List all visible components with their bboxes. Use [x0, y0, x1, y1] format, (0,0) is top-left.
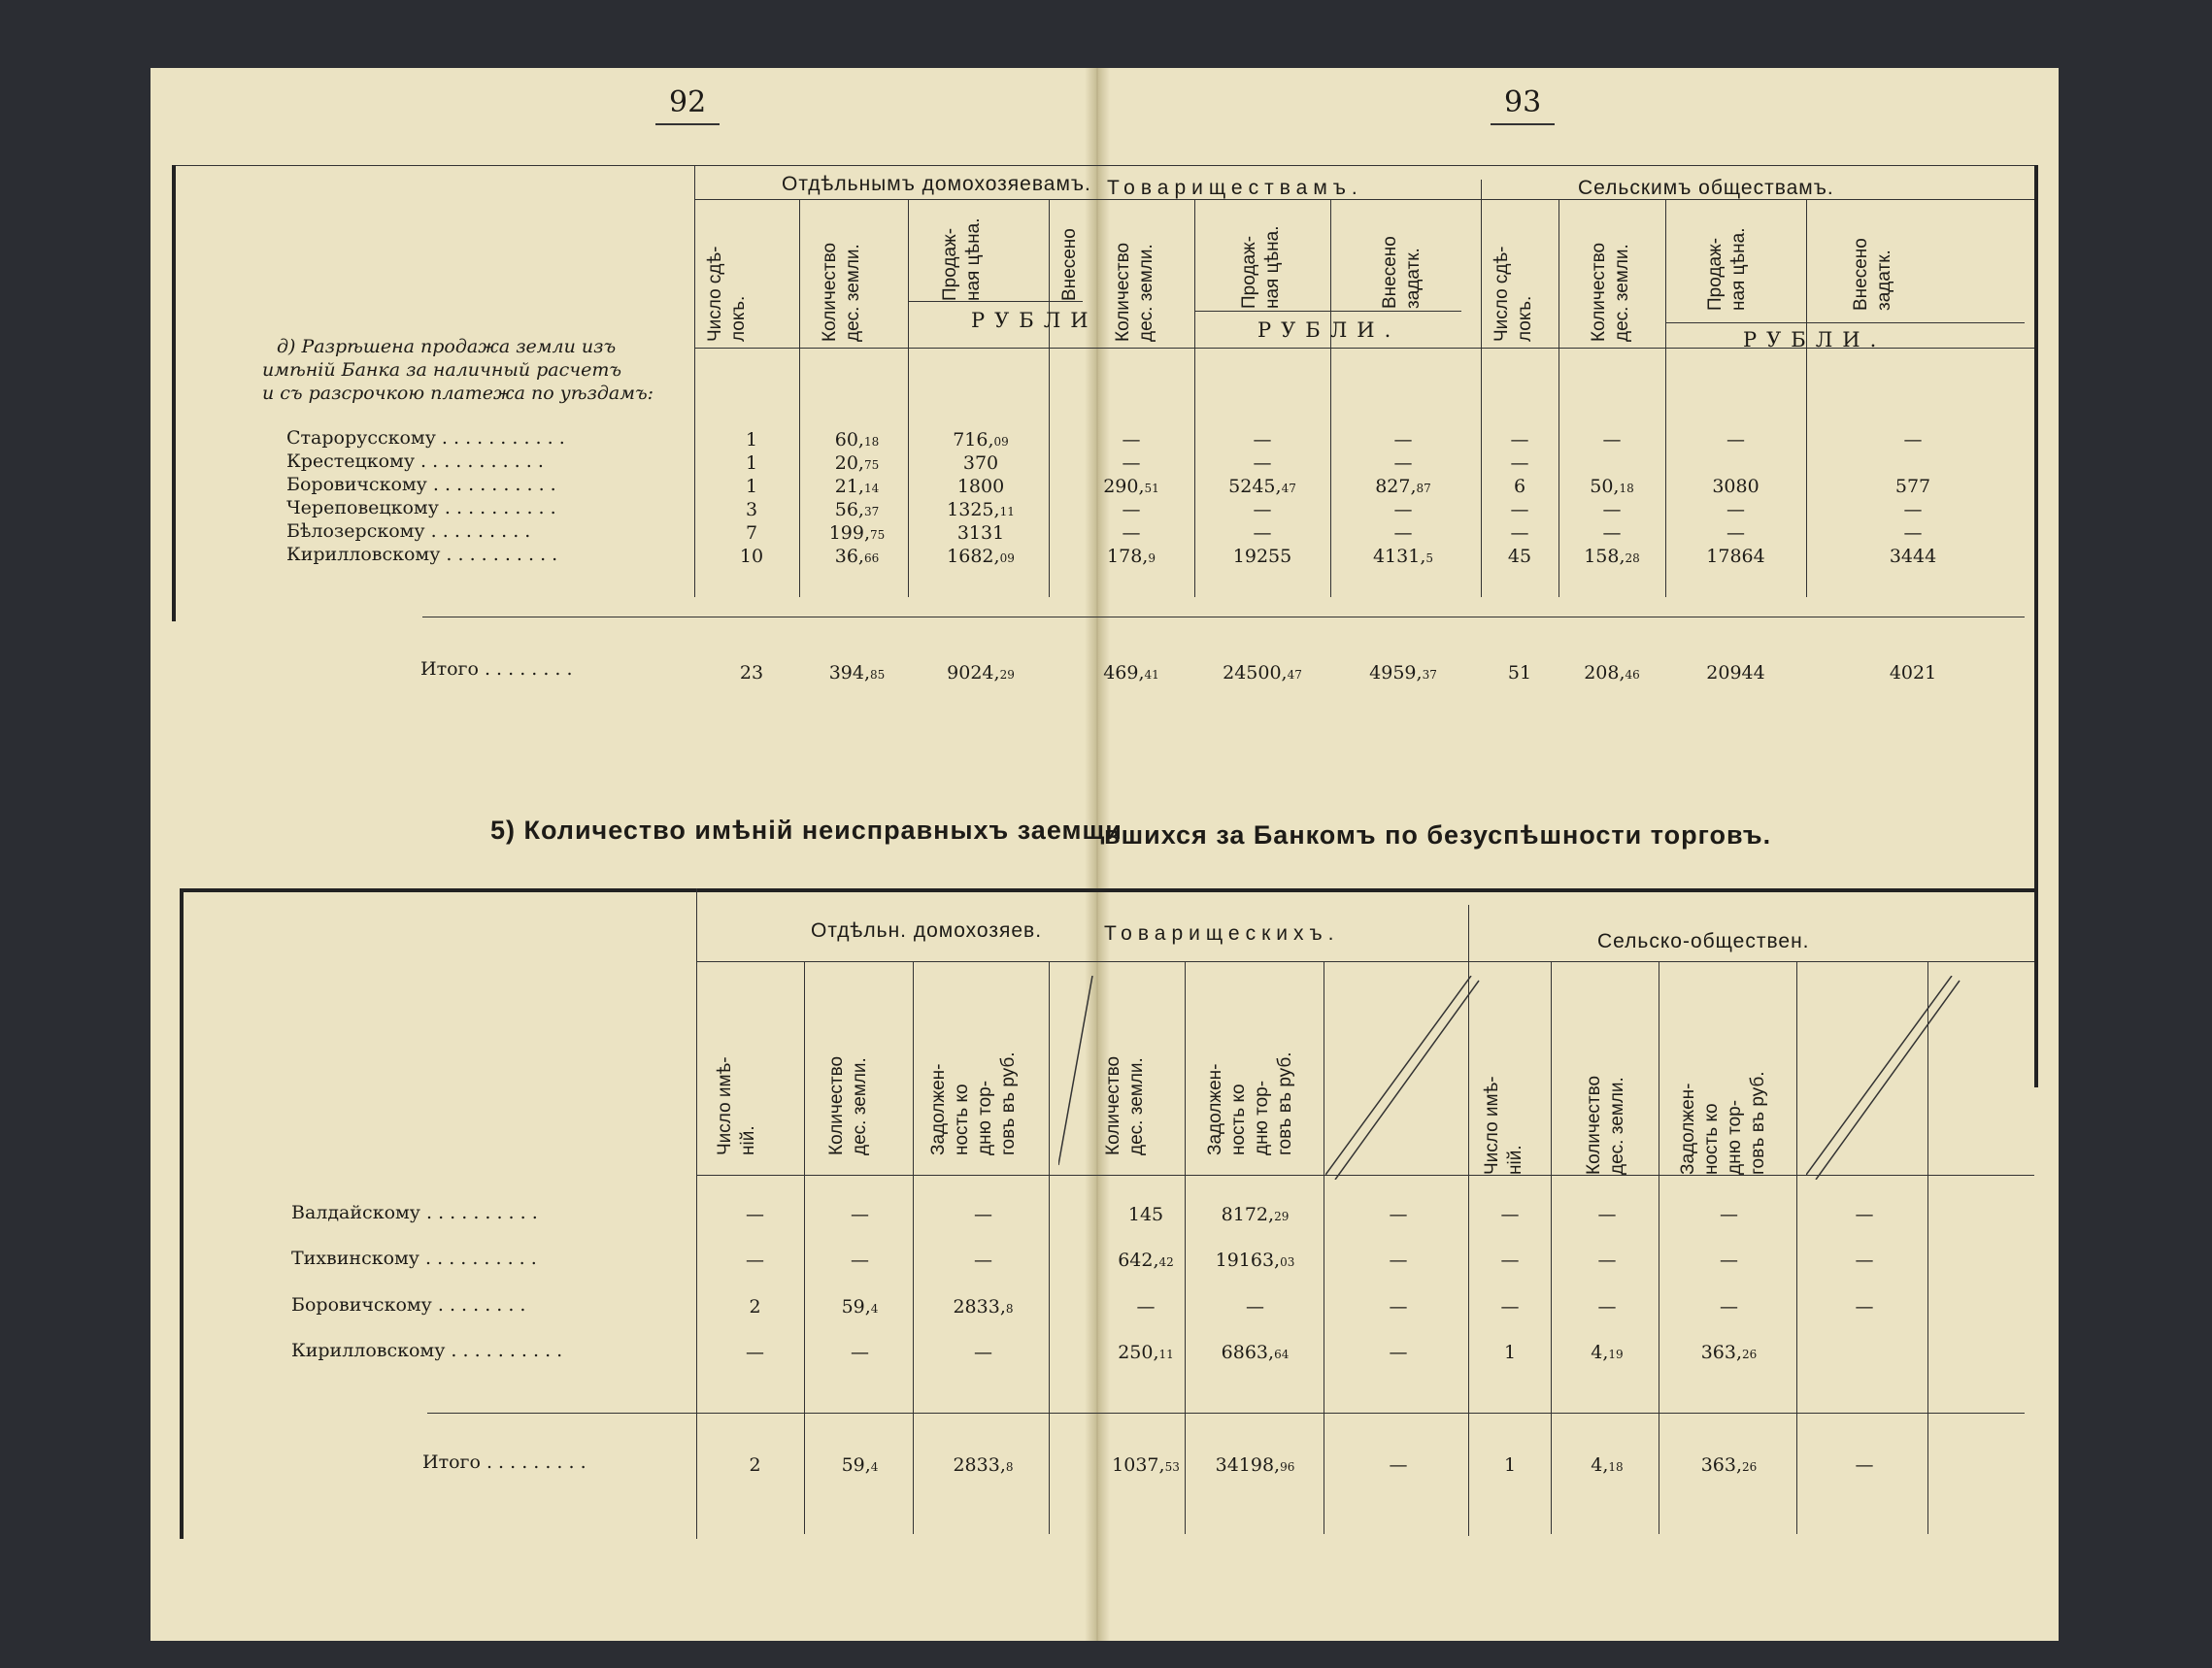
header-line: дес. земли.: [1136, 244, 1156, 342]
header-line: Внесено: [1380, 236, 1400, 309]
total-par-debt: 34198,96: [1215, 1454, 1295, 1476]
rubles-rule: [908, 301, 1083, 302]
district-name: Старорусскому: [286, 427, 436, 449]
cell-par-land: 250,11: [1118, 1342, 1174, 1363]
col-rule: [1551, 961, 1552, 1534]
district-name: Валдайскому: [291, 1202, 420, 1223]
cell-par-price: —: [1253, 452, 1272, 474]
district-name: Крестецкому: [286, 450, 415, 472]
cell-ind-land: 60,18: [834, 429, 880, 450]
cell-vil-deals: —: [1510, 429, 1529, 450]
cell-par-dep-decimals: 87: [1416, 482, 1431, 495]
total-vil-land: 208,46: [1584, 662, 1640, 684]
district-label: Боровичскому . . . . . . . . . . .: [286, 474, 556, 495]
total-ind-num: 2: [749, 1454, 761, 1476]
estates-table-left-border: [180, 888, 184, 1539]
header-line: говъ въ руб.: [998, 1051, 1019, 1155]
cell-vil-land: —: [1602, 499, 1622, 520]
cell-ind-price-decimals: 09: [999, 551, 1015, 565]
total-par-price-decimals: 47: [1287, 668, 1302, 682]
left-page: [151, 68, 1097, 1641]
header-line: ность ко: [1701, 1103, 1722, 1175]
col-rule: [1185, 961, 1186, 1534]
cell-par-debt-decimals: 64: [1274, 1348, 1290, 1361]
book-gutter: [1085, 68, 1110, 1641]
cell-ind-deals: 1: [745, 429, 758, 450]
group-village-header: Сельско-обществен.: [1597, 930, 1810, 952]
cell-ind-price: 3131: [956, 522, 1005, 544]
header-bottom-rule: [694, 348, 2034, 349]
section-d-heading-line: имѣній Банка за наличный расчетъ: [262, 359, 622, 381]
total-ind-deals: 23: [739, 662, 764, 684]
header-price: [939, 218, 986, 302]
col-rule: [913, 961, 914, 1534]
empty-cell-diagonal: [1058, 976, 1097, 1170]
total-vil-deals: 51: [1507, 662, 1532, 684]
cell-ind-land-decimals: 18: [863, 435, 880, 449]
district-name: Боровичскому: [286, 474, 427, 495]
total-par-land-decimals: 53: [1164, 1460, 1180, 1474]
cell-ind-price: 370: [962, 452, 999, 474]
district-label: Тихвинскому . . . . . . . . . .: [291, 1248, 537, 1269]
header-line: задатк.: [1874, 250, 1894, 311]
district-name: Боровичскому: [291, 1294, 432, 1316]
cell-vil-debt-decimals: 26: [1742, 1348, 1758, 1361]
cell-par-dep-decimals: 5: [1425, 551, 1434, 565]
header-price: [1238, 226, 1285, 310]
cell-vil-price: —: [1726, 522, 1745, 544]
district-label: Старорусскому . . . . . . . . . . .: [286, 427, 565, 449]
cell-ind-debt: 2833,8: [953, 1296, 1014, 1318]
cell-ind-deals: 3: [745, 499, 758, 520]
cell-par-price: 19255: [1232, 546, 1292, 567]
header-deals: [704, 247, 751, 342]
header-line: Число сдѣ-: [705, 246, 725, 342]
cell-vil-extra: —: [1855, 1296, 1874, 1318]
total-vil-price: 20944: [1706, 662, 1765, 684]
district-name: Тихвинскому: [291, 1248, 419, 1269]
col-rule: [908, 199, 909, 597]
col-rule: [1558, 199, 1559, 597]
cell-vil-price: —: [1726, 499, 1745, 520]
header-land: [819, 243, 865, 342]
cell-ind-land: 199,75: [828, 522, 886, 544]
col-rule: [799, 199, 800, 597]
cell-par-land-decimals: 11: [1158, 1348, 1174, 1361]
header-line: ность ко: [1228, 1084, 1249, 1155]
cell-ind-land-decimals: 66: [863, 551, 880, 565]
cell-ind-land-decimals: 75: [863, 458, 880, 472]
cell-par-land: —: [1136, 1296, 1156, 1318]
district-label: Крестецкому . . . . . . . . . . .: [286, 450, 544, 472]
district-label: Кирилловскому . . . . . . . . . .: [291, 1340, 563, 1361]
cell-vil-deals: 6: [1513, 476, 1526, 497]
header-line: Продаж-: [940, 227, 960, 301]
total-vil-land-decimals: 18: [1608, 1460, 1624, 1474]
cell-par-dep: 4131,5: [1372, 546, 1434, 567]
total-label-text: Итого: [422, 1451, 481, 1473]
header-deposit-cut: [1058, 228, 1082, 301]
cell-vil-land: 158,28: [1584, 546, 1640, 567]
header-line: Количество: [1113, 242, 1133, 342]
cell-par-extra: —: [1389, 1204, 1408, 1225]
cell-par-dep: —: [1393, 452, 1413, 474]
header-line: локъ.: [728, 295, 749, 342]
header-line: задатк.: [1403, 248, 1424, 309]
header-land: [825, 1056, 872, 1155]
header-line: Задолжен-: [928, 1063, 949, 1155]
cell-vil-num: —: [1500, 1204, 1520, 1225]
header-line: дес. земли.: [850, 1057, 870, 1155]
cell-ind-price-decimals: 09: [993, 435, 1009, 449]
cell-par-price: —: [1253, 499, 1272, 520]
header-line: ность ко: [952, 1084, 972, 1155]
total-vil-debt-decimals: 26: [1742, 1460, 1758, 1474]
header-estates: [714, 1056, 760, 1155]
district-label: Череповецкому . . . . . . . . . .: [286, 497, 556, 518]
cell-ind-land-decimals: 75: [870, 528, 886, 542]
cell-par-debt: 8172,29: [1221, 1204, 1290, 1225]
header-line: Количество: [820, 242, 840, 342]
cell-par-dep: 827,87: [1375, 476, 1431, 497]
total-par-dep-decimals: 37: [1422, 668, 1437, 682]
cell-ind-num: —: [746, 1342, 764, 1363]
header-line: Продаж-: [1239, 235, 1259, 309]
cell-par-land: 145: [1127, 1204, 1164, 1225]
estates-table-top-rule: [180, 888, 2034, 892]
rubles-rule: [1194, 311, 1461, 312]
header-line: Продаж-: [1705, 237, 1726, 311]
total-label-text: Итого: [420, 658, 479, 680]
col-rule: [1806, 199, 1807, 597]
rubles-label: РУБЛИ.: [1743, 328, 1887, 351]
total-ind-land-decimals: 85: [870, 668, 886, 682]
cell-par-land: —: [1122, 452, 1141, 474]
cell-vil-dep: —: [1903, 499, 1923, 520]
cell-vil-land-decimals: 19: [1608, 1348, 1624, 1361]
cell-vil-deals: —: [1510, 452, 1529, 474]
left-page-number: 92: [655, 85, 720, 125]
cell-vil-land: 4,19: [1591, 1342, 1624, 1363]
cell-vil-debt: 363,26: [1700, 1342, 1758, 1363]
total-ind-land: 394,85: [828, 662, 886, 684]
total-par-land-decimals: 41: [1144, 668, 1159, 682]
header-line: ній.: [738, 1125, 758, 1155]
cell-par-land: 642,42: [1118, 1250, 1174, 1271]
header-land: [1583, 1076, 1629, 1175]
cell-ind-deals: 1: [745, 452, 758, 474]
section-5-title-right: вшихся за Банкомъ по безуспѣшности торговъ.: [1104, 820, 1772, 850]
empty-cell-diagonal: [1806, 976, 1961, 1180]
section-d-heading-line: и съ разсрочкою платежа по уѣздамъ:: [262, 383, 654, 404]
book-spread: [151, 68, 2059, 1651]
cell-ind-debt: —: [974, 1250, 992, 1271]
header-line: Количество: [1584, 1075, 1604, 1175]
cell-vil-dep: —: [1903, 429, 1923, 450]
district-label: Бѣлозерскому . . . . . . . . .: [286, 520, 531, 542]
total-ind-price: 9024,29: [947, 662, 1015, 684]
cell-vil-debt: —: [1720, 1250, 1738, 1271]
section-5-title-left: 5) Количество имѣній неисправныхъ заемщи: [490, 816, 1123, 845]
cell-ind-num: —: [746, 1250, 764, 1271]
cell-vil-price: —: [1726, 429, 1745, 450]
cell-par-price: —: [1253, 522, 1272, 544]
header-land: [1588, 243, 1634, 342]
cell-vil-price: 17864: [1706, 546, 1765, 567]
cell-ind-land: —: [851, 1250, 869, 1271]
total-par-land: 469,41: [1103, 662, 1159, 684]
header-line: Число имѣ-: [1482, 1076, 1502, 1175]
right-table-border: [2034, 165, 2038, 1087]
cell-vil-dep: 577: [1894, 476, 1931, 497]
cell-par-land: —: [1122, 522, 1141, 544]
district-name: Бѣлозерскому: [286, 520, 425, 542]
cell-par-land: —: [1122, 429, 1141, 450]
cell-ind-num: —: [746, 1204, 764, 1225]
cell-ind-debt: —: [974, 1204, 992, 1225]
cell-par-debt-decimals: 29: [1274, 1210, 1290, 1223]
header-debt: [927, 1051, 1021, 1155]
group-header-rule: [696, 961, 2034, 962]
group-individual-header: Отдѣльнымъ домохозяевамъ.: [782, 173, 1091, 195]
cell-par-land: 290,51: [1103, 476, 1159, 497]
total-par-dep: 4959,37: [1369, 662, 1437, 684]
cell-par-price-decimals: 47: [1281, 482, 1296, 495]
cell-par-land-decimals: 51: [1144, 482, 1159, 495]
header-line: Число сдѣ-: [1491, 246, 1512, 342]
header-line: Внесено: [1059, 228, 1080, 301]
cell-par-dep: —: [1393, 429, 1413, 450]
col-rule: [1049, 961, 1050, 1534]
total-par-price: 24500,47: [1223, 662, 1302, 684]
cell-ind-deals: 1: [745, 476, 758, 497]
col-rule: [1194, 199, 1195, 597]
total-par-debt-decimals: 96: [1280, 1460, 1295, 1474]
total-ind-debt: 2833,8: [953, 1454, 1014, 1476]
header-line: дес. земли.: [843, 244, 863, 342]
cell-vil-land: —: [1602, 522, 1622, 544]
cell-ind-land: 36,66: [834, 546, 880, 567]
header-line: дес. земли.: [1612, 244, 1632, 342]
group-partnership-header: Товариществамъ.: [1107, 177, 1363, 199]
header-line: говъ въ руб.: [1748, 1071, 1768, 1175]
cell-ind-land: 56,37: [834, 499, 880, 520]
header-debt: [1204, 1051, 1297, 1155]
cell-vil-land-decimals: 18: [1619, 482, 1634, 495]
empty-cell-diagonal: [1325, 976, 1481, 1180]
header-line: ная цѣна.: [1262, 225, 1283, 309]
divider-partnership-village: [1481, 180, 1482, 597]
header-line: ная цѣна.: [1728, 227, 1749, 311]
cell-par-price: —: [1253, 429, 1272, 450]
col-rule: [1665, 199, 1666, 597]
total-ind-debt-decimals: 8: [1005, 1460, 1014, 1474]
cell-par-price: 5245,47: [1228, 476, 1296, 497]
cell-par-land: —: [1122, 499, 1141, 520]
district-name: Череповецкому: [286, 497, 439, 518]
header-line: локъ.: [1515, 295, 1535, 342]
header-deals: [1491, 247, 1537, 342]
cell-ind-land: 59,4: [841, 1296, 879, 1318]
col-rule: [1330, 199, 1331, 597]
cell-ind-debt: —: [974, 1342, 992, 1363]
cell-ind-land: 21,14: [834, 476, 880, 497]
cell-vil-deals: —: [1510, 499, 1529, 520]
header-line: Задолжен-: [1678, 1083, 1698, 1175]
cell-vil-land: —: [1597, 1250, 1617, 1271]
cell-vil-deals: 45: [1507, 546, 1532, 567]
cell-vil-land: 50,18: [1590, 476, 1634, 497]
cell-vil-num: —: [1500, 1296, 1520, 1318]
header-line: дню тор-: [1252, 1080, 1272, 1155]
total-vil-land-decimals: 46: [1625, 668, 1640, 682]
cell-ind-num: 2: [749, 1296, 761, 1318]
header-price: [1704, 228, 1751, 312]
cell-vil-land: —: [1597, 1296, 1617, 1318]
section-d-heading-line: д) Разрѣшена продажа земли изъ: [277, 336, 617, 357]
cell-ind-deals: 7: [745, 522, 758, 544]
header-debt: [1677, 1071, 1770, 1175]
cell-vil-extra: —: [1855, 1250, 1874, 1271]
cell-ind-price: 1800: [956, 476, 1005, 497]
total-vil-extra: —: [1855, 1454, 1874, 1476]
cell-par-extra: —: [1389, 1342, 1408, 1363]
cell-par-debt: —: [1246, 1296, 1264, 1318]
cell-vil-extra: —: [1855, 1204, 1874, 1225]
cell-par-debt-decimals: 03: [1280, 1255, 1295, 1269]
cell-vil-land: —: [1602, 429, 1622, 450]
cell-par-extra: —: [1389, 1250, 1408, 1271]
total-vil-land: 4,18: [1591, 1454, 1624, 1476]
cell-ind-deals: 10: [739, 546, 764, 567]
sales-table-left-border: [172, 165, 176, 621]
header-line: Количество: [1103, 1055, 1123, 1155]
district-name: Кирилловскому: [291, 1340, 446, 1361]
cell-vil-debt: —: [1720, 1296, 1738, 1318]
total-ind-land: 59,4: [841, 1454, 879, 1476]
cell-ind-land: —: [851, 1342, 869, 1363]
header-line: ная цѣна.: [963, 217, 984, 301]
sales-table-top-rule: [172, 165, 2036, 166]
cell-par-debt: 19163,03: [1215, 1250, 1295, 1271]
cell-ind-land-decimals: 37: [863, 505, 880, 518]
district-label: Боровичскому . . . . . . . .: [291, 1294, 526, 1316]
header-line: Число имѣ-: [715, 1056, 735, 1155]
rubles-label: РУБЛИ.: [1257, 318, 1401, 342]
header-line: Внесено: [1851, 238, 1871, 311]
cell-par-debt: 6863,64: [1221, 1342, 1290, 1363]
cell-ind-price: 716,09: [953, 429, 1009, 450]
stub-divider: [696, 888, 697, 1539]
total-ind-land-decimals: 4: [870, 1460, 879, 1474]
district-label: Кирилловскому . . . . . . . . . .: [286, 544, 558, 565]
total-vil-dep: 4021: [1889, 662, 1937, 684]
rubles-label: РУБЛИ: [971, 309, 1098, 332]
header-line: дню тор-: [1725, 1099, 1745, 1175]
total-par-land: 1037,53: [1112, 1454, 1180, 1476]
cell-vil-land-decimals: 28: [1625, 551, 1640, 565]
cell-vil-dep: 3444: [1889, 546, 1937, 567]
header-line: Задолжен-: [1205, 1063, 1225, 1155]
header-line: говъ въ руб.: [1275, 1051, 1295, 1155]
total-label: Итого . . . . . . . . .: [422, 1451, 587, 1473]
divider-left-stub: [694, 165, 695, 597]
header-deposit: [1850, 238, 1896, 311]
cell-ind-land-decimals: 4: [870, 1302, 879, 1316]
group-partnership-header: Товарищескихъ.: [1104, 922, 1340, 945]
cell-ind-price-decimals: 11: [999, 505, 1015, 518]
cell-vil-debt: —: [1720, 1204, 1738, 1225]
total-ind-price-decimals: 29: [999, 668, 1015, 682]
cell-par-dep: —: [1393, 499, 1413, 520]
cell-par-land-decimals: 42: [1158, 1255, 1174, 1269]
header-land: [1112, 243, 1158, 342]
header-bottom-rule: [696, 1175, 2034, 1176]
header-deposit: [1379, 236, 1425, 309]
total-vil-num: 1: [1503, 1454, 1517, 1476]
cell-vil-land: —: [1597, 1204, 1617, 1225]
cell-vil-num: —: [1500, 1250, 1520, 1271]
cell-vil-num: 1: [1503, 1342, 1517, 1363]
cell-ind-price: 1682,09: [947, 546, 1015, 567]
cell-vil-deals: —: [1510, 522, 1529, 544]
total-label: Итого . . . . . . . .: [420, 658, 573, 680]
col-rule: [1796, 961, 1797, 1534]
cell-par-extra: —: [1389, 1296, 1408, 1318]
total-separator-rule: [427, 1413, 2025, 1414]
cell-ind-price: 1325,11: [947, 499, 1015, 520]
col-rule: [1049, 199, 1050, 597]
right-page-number: 93: [1491, 85, 1555, 125]
header-line: Количество: [1589, 242, 1609, 342]
col-rule: [804, 961, 805, 1534]
cell-par-land-decimals: 9: [1148, 551, 1156, 565]
header-line: Количество: [826, 1055, 847, 1155]
cell-par-dep: —: [1393, 522, 1413, 544]
header-line: ній.: [1505, 1145, 1525, 1175]
total-vil-debt: 363,26: [1700, 1454, 1758, 1476]
district-name: Кирилловскому: [286, 544, 441, 565]
group-individual-header: Отдѣльн. домохозяев.: [811, 919, 1043, 942]
header-line: дес. земли.: [1607, 1077, 1627, 1175]
header-land: [1102, 1056, 1149, 1155]
rubles-rule: [1665, 322, 2025, 323]
cell-vil-dep: —: [1903, 522, 1923, 544]
cell-ind-land: —: [851, 1204, 869, 1225]
cell-ind-land-decimals: 14: [863, 482, 880, 495]
header-line: дню тор-: [975, 1080, 995, 1155]
cell-ind-land: 20,75: [834, 452, 880, 474]
cell-ind-debt-decimals: 8: [1005, 1302, 1014, 1316]
total-par-extra: —: [1389, 1454, 1408, 1476]
group-village-header: Сельскимъ обществамъ.: [1578, 177, 1834, 199]
header-estates: [1481, 1076, 1527, 1175]
header-line: дес. земли.: [1126, 1057, 1147, 1155]
cell-par-land: 178,9: [1107, 546, 1156, 567]
cell-vil-price: 3080: [1712, 476, 1760, 497]
district-label: Валдайскому . . . . . . . . . .: [291, 1202, 538, 1223]
